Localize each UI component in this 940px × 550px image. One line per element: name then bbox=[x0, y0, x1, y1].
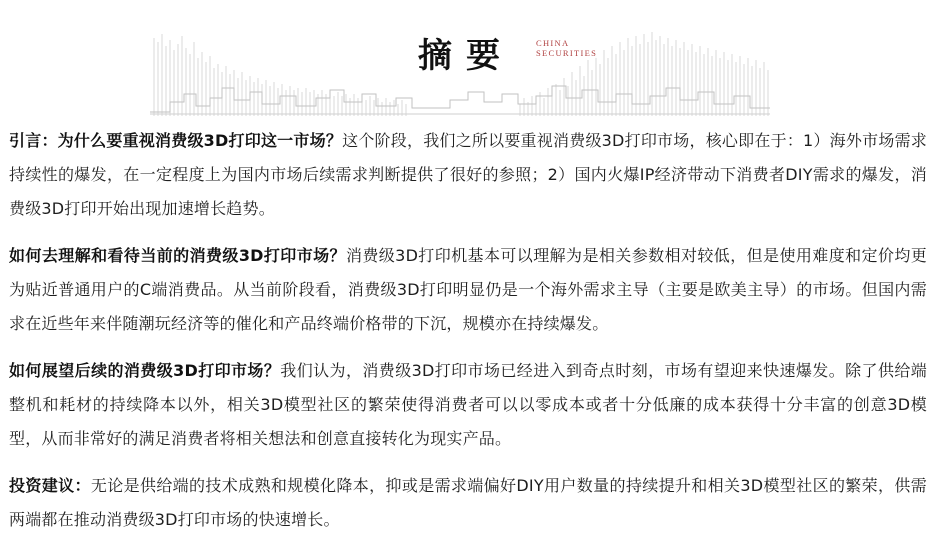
summary-content bbox=[9, 124, 927, 550]
brand-line-2: SECURITIES bbox=[536, 48, 598, 58]
paragraph-heading: 投资建议： bbox=[9, 476, 91, 495]
paragraph-outlook bbox=[9, 354, 927, 456]
brand-logo-text bbox=[536, 38, 597, 58]
paragraph-intro bbox=[9, 124, 927, 226]
header-banner bbox=[0, 0, 940, 120]
brand-line-1: CHINA bbox=[536, 38, 570, 48]
page-title: 摘要 bbox=[412, 34, 514, 78]
paragraph-heading: 引言：为什么要重视消费级3D打印这一市场？ bbox=[9, 131, 343, 150]
paragraph-heading: 如何去理解和看待当前的消费级3D打印市场？ bbox=[9, 246, 346, 265]
paragraph-investment-advice bbox=[9, 469, 927, 537]
paragraph-body: 这个阶段，我们之所以要重视消费级3D打印市场，核心即在于：1）海外市场需求持续性的爆发，在一定程度上为国内市场后续需求判断提供了很好的参照；2）国内火爆IP经济带动下消费者DIY需求的爆发，消费级3D打印开始出现加速增长趋势。 bbox=[9, 131, 927, 218]
paragraph-body: 我们认为，消费级3D打印市场已经进入到奇点时刻，市场有望迎来快速爆发。除了供给端整机和耗材的持续降本以外，相关3D模型社区的繁荣使得消费者可以以零成本或者十分低廉的成本获得十分丰富的创意3D模型，从而非常好的满足消费者将相关想法和创意直接转化为现实产品。 bbox=[9, 361, 927, 448]
paragraph-heading: 如何展望后续的消费级3D打印市场？ bbox=[9, 361, 281, 380]
paragraph-current-market bbox=[9, 239, 927, 341]
paragraph-body: 无论是供给端的技术成熟和规模化降本，抑或是需求端偏好DIY用户数量的持续提升和相关3D模型社区的繁荣，供需两端都在推动消费级3D打印市场的快速增长。 bbox=[9, 476, 927, 529]
paragraph-body: 消费级3D打印机基本可以理解为是相关参数相对较低，但是使用难度和定价均更为贴近普通用户的C端消费品。从当前阶段看，消费级3D打印明显仍是一个海外需求主导（主要是欧美主导）的市场。但国内需求在近些年来伴随潮玩经济等的催化和产品终端价格带的下沉，规模亦在持续爆发。 bbox=[9, 246, 927, 333]
